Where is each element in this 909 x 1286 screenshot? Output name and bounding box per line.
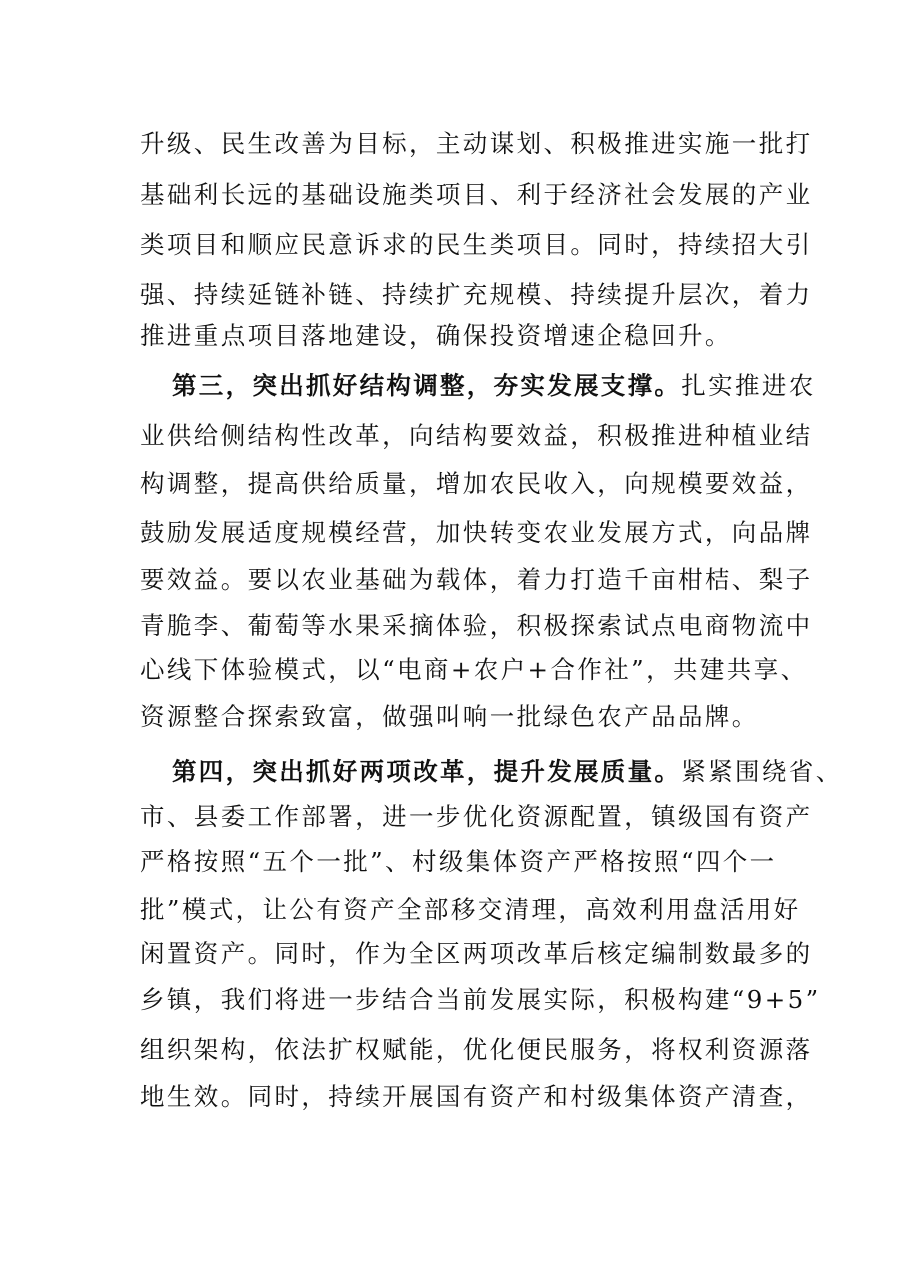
text-line: 要效益。要以农业基础为载体，着力打造千亩柑桔、梨子 — [140, 565, 813, 594]
text-run: 紧紧围绕省、 — [681, 757, 843, 786]
paragraph-heading-line — [172, 757, 843, 787]
text-line: 青脆李、葡萄等水果采摘体验，积极探索试点电商物流中 — [140, 611, 813, 640]
text-run: 扎实推进农 — [681, 371, 816, 400]
text-line: 严格按照“五个一批”、村级集体资产严格按照“四个一 — [140, 847, 777, 876]
text-line: 鼓励发展适度规模经营，加快转变农业发展方式，向品牌 — [140, 518, 813, 547]
text-line: 升级、民生改善为目标，主动谋划、积极推进实施一批打 — [140, 129, 813, 158]
text-line: 地生效。同时，持续开展国有资产和村级集体资产清查， — [140, 1082, 813, 1111]
text-line: 市、县委工作部署，进一步优化资源配置，镇级国有资产 — [140, 802, 813, 831]
text-line: 心线下体验模式，以“电商+农户+合作社”，共建共享、 — [140, 655, 808, 684]
text-line: 强、持续延链补链、持续扩充规模、持续提升层次，着力 — [140, 280, 813, 309]
text-line: 组织架构，依法扩权赋能，优化便民服务，将权利资源落 — [140, 1035, 813, 1064]
paragraph-heading-line — [172, 371, 816, 401]
text-line: 资源整合探索致富，做强叫响一批绿色农产品品牌。 — [140, 702, 759, 731]
text-line: 批”模式，让公有资产全部移交清理，高效利用盘活用好 — [140, 895, 801, 924]
text-line: 闲置资产。同时，作为全区两项改革后核定编制数最多的 — [140, 939, 813, 968]
text-line: 类项目和顺应民意诉求的民生类项目。同时，持续招大引 — [140, 230, 813, 259]
text-line: 业供给侧结构性改革，向结构要效益，积极推进种植业结 — [140, 421, 813, 450]
text-line: 乡镇，我们将进一步结合当前发展实际，积极构建“9+5” — [140, 985, 821, 1014]
paragraph-heading: 第四，突出抓好两项改革，提升发展质量。 — [172, 757, 682, 786]
text-line: 基础利长远的基础设施类项目、利于经济社会发展的产业 — [140, 180, 813, 209]
paragraph-heading: 第三，突出抓好结构调整，夯实发展支撑。 — [172, 371, 682, 400]
text-line: 推进重点项目落地建设，确保投资增速企稳回升。 — [140, 321, 732, 350]
text-line: 构调整，提高供给质量，增加农民收入，向规模要效益， — [140, 469, 813, 498]
